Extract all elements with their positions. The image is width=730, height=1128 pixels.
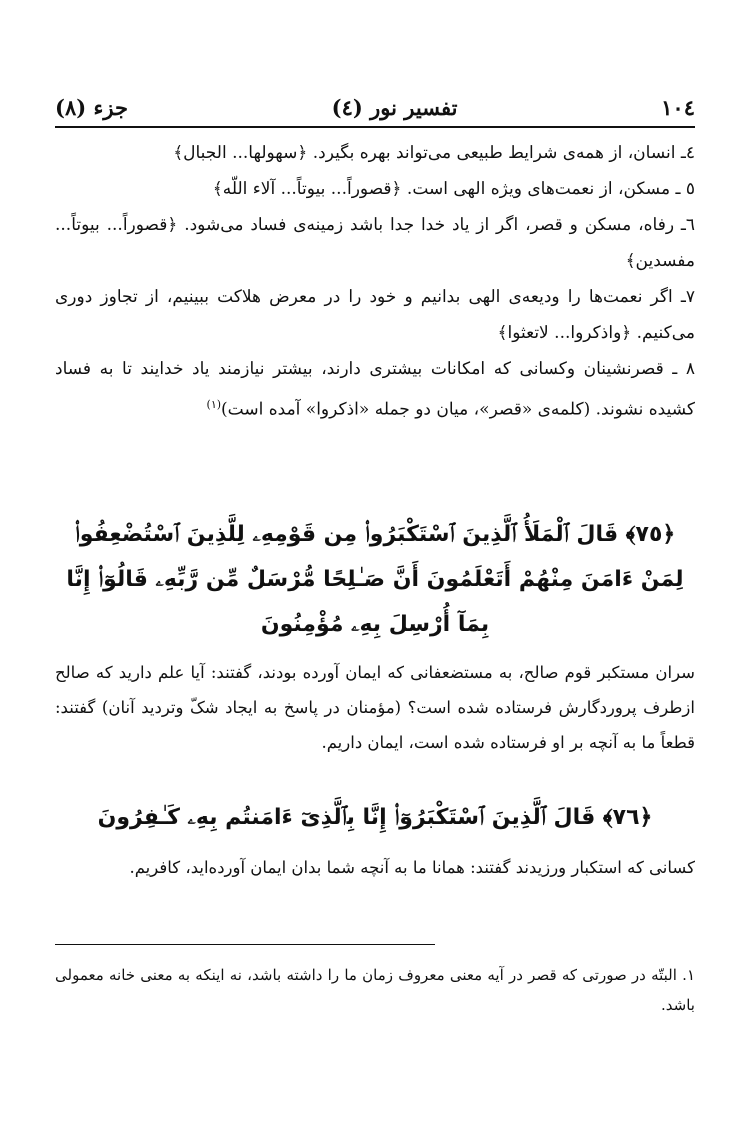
book-page	[55, 80, 695, 1080]
verse-75: ﴿٧٥﴾ قَالَ ٱلْمَلَأُ ٱلَّذِينَ ٱسْتَكْبَرُوا۟ مِن قَوْمِهِۦ لِلَّذِينَ ٱسْتُضْعِفُوا۟ لِمَنْ ءَامَنَ مِنْهُمْ أَتَعْلَمُونَ أَنَّ صَـٰلِحًا مُّرْسَلٌ مِّن رَّبِّهِۦ قَالُوٓا۟ إِنَّا بِمَآ أُرْسِلَ بِهِۦ مُؤْمِنُونَ	[66, 522, 684, 637]
verse-76: ﴿٧٦﴾ قَالَ ٱلَّذِينَ ٱسْتَكْبَرُوٓا۟ إِنَّا بِٱلَّذِىٓ ءَامَنتُم بِهِۦ كَـٰفِرُونَ	[97, 805, 653, 830]
verse-75-translation: سران مستکبر قوم صالح، به مستضعفانی که ایمان آورده بودند، گفتند: آیا علم دارید که صالح ازطرف پروردگارش فرستاده شده است؟ (مؤمنان در پاسخ به ایجاد شکّ وتردید آنان) گفتند: قطعاً ما به آنچه بر او فرستاده شده است، ایمان داریم.	[55, 663, 695, 752]
point-text: ٨ ـ قصرنشینان وکسانی که امکانات بیشتری دارند، بیشتر نیازمند یاد خدایند تا به فساد کشیده نشوند. (کلمه‌ی «قصر»، میان دو جمله «اذکروا» آمده است)	[55, 359, 695, 420]
point-item: ٤ـ انسان، از همه‌ی شرایط طبیعی می‌تواند بهره بگیرد. ﴿سهولها... الجبال﴾	[173, 143, 695, 163]
header-divider	[55, 126, 695, 128]
page-number: ١٠٤	[661, 95, 695, 120]
book-title: تفسير نور (٤)	[331, 95, 458, 120]
footnote-marker: (١)	[206, 398, 222, 411]
points-list	[55, 135, 695, 428]
point-item: ٥ ـ مسکن، از نعمت‌های ویژه الهی است. ﴿قصوراً... بیوتاً... آلاء اللّه﴾	[212, 179, 695, 199]
footnote: ١. البتّه در صورتی که قصر در آیه معنی معروف زمان ما را داشته باشد، نه اینکه به معنی خانه معمولی باشد.	[55, 966, 695, 1014]
point-item-with-note	[55, 351, 695, 428]
point-item: ٧ـ اگر نعمت‌ها را ودیعه‌ی الهی بدانیم و خود را در معرض هلاکت ببینیم، از تجاوز دوری می‌کنیم. ﴿واذکروا... لاتعثوا﴾	[55, 287, 695, 343]
verse-76-translation: کسانی که استکبار ورزیدند گفتند: همانا ما به آنچه شما بدان ایمان آورده‌اید، کافریم.	[129, 858, 695, 877]
point-item: ٦ـ رفاه، مسکن و قصر، اگر از یاد خدا جدا باشد زمینه‌ی فساد می‌شود. ﴿قصوراً... بیوتاً... مفسدین﴾	[55, 215, 695, 271]
part-label: جزء (٨)	[55, 95, 128, 120]
footnote-divider	[55, 944, 435, 945]
page-header	[55, 90, 695, 120]
